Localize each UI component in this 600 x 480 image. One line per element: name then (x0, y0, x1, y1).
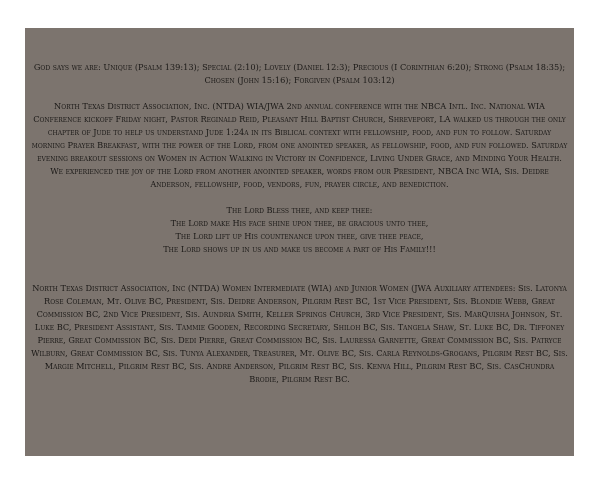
spacer (31, 269, 568, 282)
blessing-line: The Lord shows up in us and make us become a part of His Family!!! (163, 244, 436, 254)
spacer (31, 256, 568, 269)
spacer (31, 87, 568, 100)
spacer (31, 191, 568, 204)
attendees-paragraph: North Texas District Association, Inc (NTDA) Women Intermediate (WIA) and Junior Women (JWA Auxiliary attendees: Sis. Latonya Rose Coleman, Mt. Olive BC, President, Sis. Deidre Anderson, Pilgrim Rest BC, 1st Vice President, Sis. Blondie Webb, Great Commission BC, 2nd Vice President, Sis. Aundria Smith, Keller Springs Church, 3rd Vice President, Sis. MarQuisha Johnson, St. Luke BC, President Assistant, Sis. Tammie Gooden, Recording Secretary, Shiloh BC, Sis. Tangela Shaw, St. Luke BC, Dr. Tiffoney Pierre, Great Commission BC, Sis. Dedi Pierre, Great Commission BC, Sis. Lauressa Garnette, Great Commission BC, Sis. Patryce Wilburn, Great Commission BC, Sis. Tunya Alexander, Treasurer, Mt. Olive BC, Sis. Carla Reynolds-Grogans, Pilgrim Rest BC, Sis. Margie Mitchell, Pilgrim Rest BC, Sis. Andre Anderson, Pilgrim Rest BC, Sis. Kenva Hill, Pilgrim Rest BC, Sis. CasChundra Brodie, Pilgrim Rest BC. (31, 283, 568, 384)
blessing-poem (31, 204, 568, 256)
content-panel (25, 28, 574, 456)
conference-paragraph: North Texas District Association, Inc. (NTDA) WIA/JWA 2nd annual conference with the NBCA Intl. Inc. National WIA Conference kickoff Friday night, Pastor Reginald Reid, Pleasant Hill Baptist Church, Shreveport, LA walked us through the only chapter of Jude to help us understand Jude 1:24a in its Biblical context with fellowship, food, and fun to follow. Saturday morning Prayer Breakfast, with the power of the Lord, from one anointed speaker, as fellowship, food, and fun followed. Saturday evening breakout sessions on Women in Action Walking in Victory in Confidence, Living Under Grace, and Minding Your Health. We experienced the joy of the Lord from another anointed speaker, words from our President, NBCA Inc WIA, Sis. Deidre Anderson, fellowship, food, vendors, fun, prayer circle, and benediction. (31, 101, 568, 189)
blessing-line: The Lord Bless thee, and keep thee: (226, 205, 373, 215)
blessing-line: The Lord lift up His countenance upon thee, give thee peace, (175, 231, 424, 241)
blessing-line: The Lord make His face shine upon thee, be gracious unto thee, (170, 218, 429, 228)
identity-paragraph: God says we are: Unique (Psalm 139:13); Special (2:10); Lovely (Daniel 12:3); Precious (I Corinthian 6:20); Strong (Psalm 18:35); Chosen (John 15:16); Forgiven (Psalm 103:12) (33, 62, 566, 85)
